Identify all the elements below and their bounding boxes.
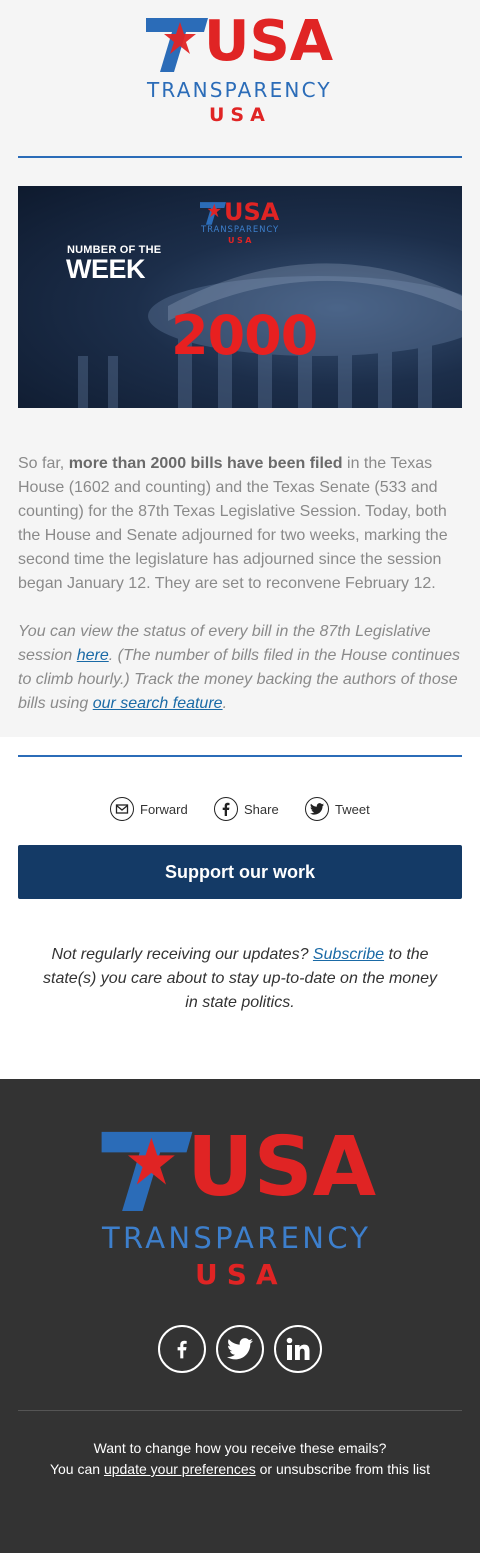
hero-image[interactable] xyxy=(18,186,462,408)
tweet-label: Tweet xyxy=(335,801,370,817)
footer-brand-logo[interactable] xyxy=(101,1120,381,1291)
twitter-icon xyxy=(305,797,329,821)
header-divider xyxy=(18,156,462,158)
p1-bold: more than 2000 bills have been filed xyxy=(68,455,343,472)
email-header xyxy=(0,0,480,158)
logo-transparency-text: TRANSPARENCY xyxy=(147,78,332,102)
p2-b: . (The number of bills filed in the House continues to climb hourly.) Track the money backing the authors of those bills using xyxy=(18,647,461,712)
facebook-icon xyxy=(214,797,238,821)
update-preferences-link[interactable]: update your preferences xyxy=(103,1461,256,1477)
p1-rest: in the Texas House (1602 and counting) and the Texas Senate (533 and counting) for the 87th Texas Legislative Session. Today, both the House and Senate adjourned for two weeks, marking the second time the legislature has adjourned since the session began January 12. They are set to reconvene February 12. xyxy=(18,455,448,592)
footer-logo-transparency: TRANSPARENCY xyxy=(102,1221,372,1255)
footer-preferences-text xyxy=(0,1438,480,1480)
brand-logo[interactable] xyxy=(146,9,336,126)
subscribe-message xyxy=(40,943,440,1015)
footer-facebook-button[interactable] xyxy=(158,1325,206,1373)
share-row xyxy=(0,796,480,822)
subscribe-lead: Not regularly receiving our updates? xyxy=(51,946,313,963)
footer-logo-usa-small: USA xyxy=(195,1258,287,1291)
article-paragraph-2 xyxy=(18,620,462,716)
hero-logo-transparency: TRANSPARENCY xyxy=(201,225,280,235)
forward-label: Forward xyxy=(140,801,188,817)
footer-divider xyxy=(18,1410,462,1411)
share-button[interactable] xyxy=(214,796,279,822)
logo-star-t-icon xyxy=(146,16,208,72)
here-link[interactable]: here xyxy=(76,647,109,664)
search-feature-link[interactable]: our search feature xyxy=(92,695,223,712)
hero-logo-usa: USA xyxy=(224,198,280,226)
footer-line-2 xyxy=(0,1459,480,1480)
share-label: Share xyxy=(244,801,279,817)
hero-logo xyxy=(200,200,282,248)
actions-divider xyxy=(18,755,462,757)
footer-line2-rest: or unsubscribe from this list xyxy=(255,1461,431,1477)
tweet-button[interactable] xyxy=(305,796,370,822)
forward-button[interactable] xyxy=(110,796,188,822)
facebook-icon xyxy=(174,1337,190,1361)
article-paragraph-1 xyxy=(18,452,462,596)
footer-logo-t-icon xyxy=(101,1129,193,1211)
footer-logo-usa: USA xyxy=(187,1120,377,1215)
envelope-icon xyxy=(110,797,134,821)
subscribe-link[interactable]: Subscribe xyxy=(312,946,385,963)
twitter-icon xyxy=(227,1338,253,1360)
article-body xyxy=(18,452,462,740)
hero-logo-usa-small: USA xyxy=(228,236,254,245)
p2-c: . xyxy=(222,695,228,712)
footer-line-1: Want to change how you receive these emails? xyxy=(93,1440,387,1456)
logo-usa-text: USA xyxy=(204,9,334,74)
hero-label-small: NUMBER OF THE xyxy=(67,244,162,256)
p1-lead: So far, xyxy=(18,455,69,472)
logo-usa-small-text: USA xyxy=(209,104,271,126)
footer-line2-lead: You can xyxy=(49,1461,104,1477)
subscribe-rest: to the state(s) you care about to stay up-to-date on the money in state politics. xyxy=(43,946,437,1011)
hero-number: 2000 xyxy=(171,304,318,367)
support-our-work-button[interactable]: Support our work xyxy=(18,845,462,899)
footer-linkedin-button[interactable] xyxy=(274,1325,322,1373)
hero-label-week: WEEK xyxy=(66,254,145,284)
linkedin-icon xyxy=(286,1337,310,1361)
hero-logo-t-icon xyxy=(200,201,226,225)
actions-section xyxy=(0,737,480,1079)
p2-a: You can view the status of every bill in the 87th Legislative session xyxy=(18,623,431,664)
footer-twitter-button[interactable] xyxy=(216,1325,264,1373)
